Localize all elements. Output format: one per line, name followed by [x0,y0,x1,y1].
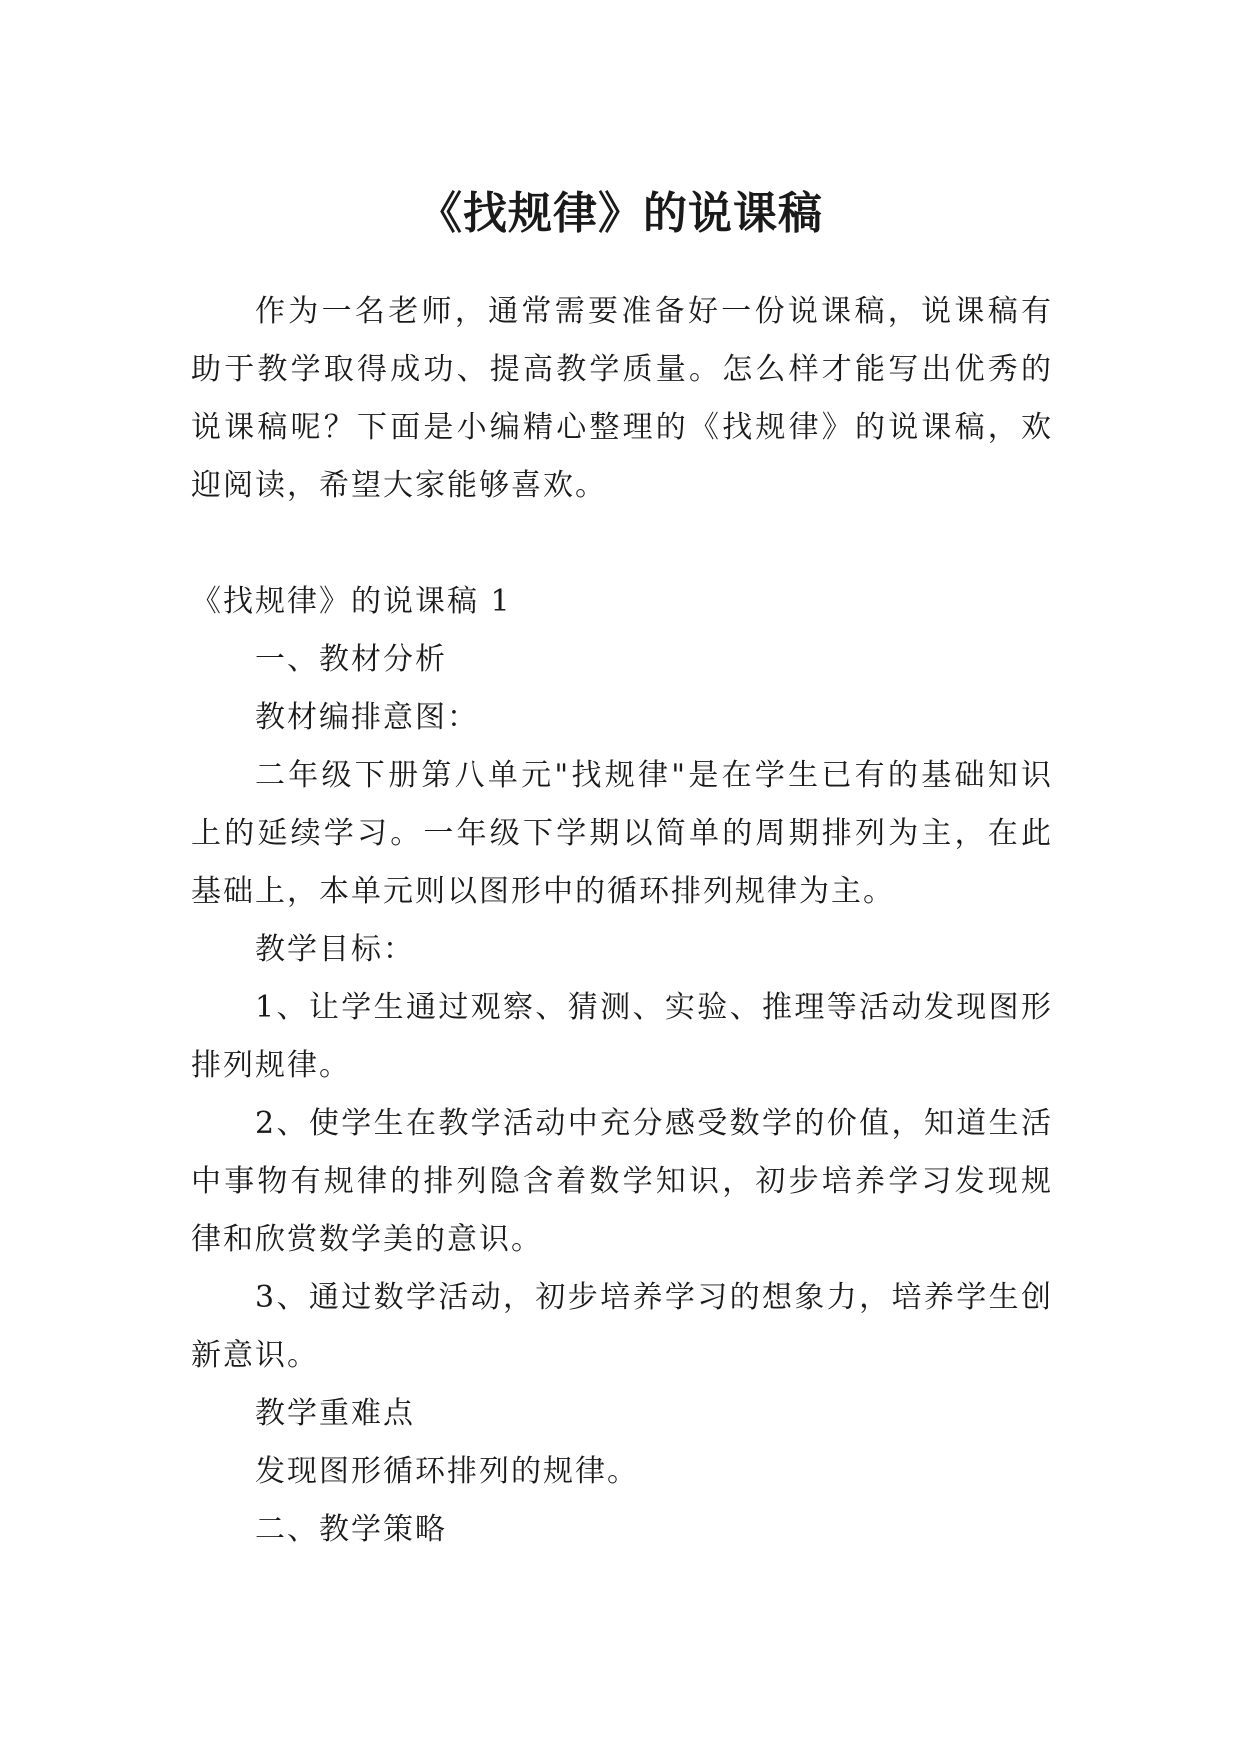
section-heading: 《找规律》的说课稿 1 [191,584,512,619]
goal-item-1: 1、让学生通过观察、猜测、实验、推理等活动发现图形排列规律。 [191,990,1053,1083]
heading-teaching-strategy: 二、教学策略 [255,1512,447,1547]
document-title: 《找规律》的说课稿 [418,188,823,240]
label-material-arrangement: 教材编排意图： [255,700,479,735]
heading-teaching-material-analysis: 一、教材分析 [255,642,447,677]
goal-item-2: 2、使学生在教学活动中充分感受数学的价值，知道生活中事物有规律的排列隐含着数学知识，初步培养学习发现规律和欣赏数学美的意识。 [191,1106,1053,1257]
document-body [191,283,1053,1559]
goal-item-3: 3、通过数学活动，初步培养学习的想象力，培养学生创新意识。 [191,1280,1053,1373]
intro-paragraph: 作为一名老师，通常需要准备好一份说课稿，说课稿有助于教学取得成功、提高教学质量。怎么样才能写出优秀的说课稿呢？下面是小编精心整理的《找规律》的说课稿，欢迎阅读，希望大家能够喜欢。 [191,294,1053,503]
paragraph-spacer [191,515,1053,573]
label-key-difficulties: 教学重难点 [255,1396,415,1431]
label-teaching-goals: 教学目标： [255,932,415,967]
paragraph-unit-description: 二年级下册第八单元"找规律"是在学生已有的基础知识上的延续学习。一年级下学期以简单的周期排列为主，在此基础上，本单元则以图形中的循环排列规律为主。 [191,758,1053,909]
paragraph-key-difficulty: 发现图形循环排列的规律。 [255,1454,639,1489]
